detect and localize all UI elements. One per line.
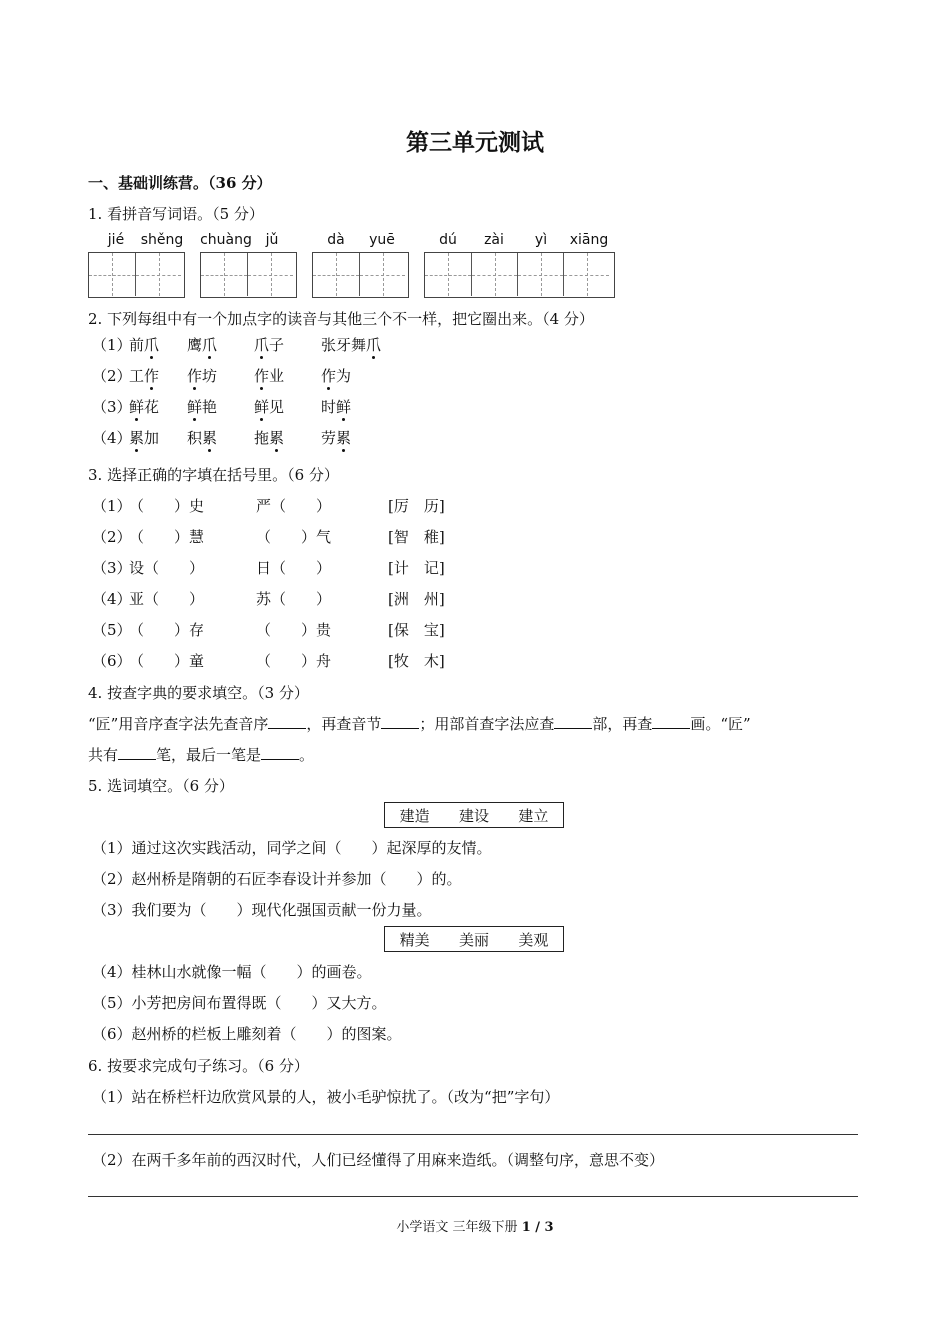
word-option[interactable] bbox=[129, 334, 159, 355]
fill-in-item[interactable]: （ ）慧 bbox=[129, 528, 205, 546]
dotted-char: 累 bbox=[269, 429, 285, 447]
word-option: 建设 bbox=[458, 806, 489, 825]
dotted-char: 鲜 bbox=[336, 398, 352, 416]
footer-text: 小学语文 三年级下册 bbox=[396, 1220, 522, 1235]
item-number: （1） bbox=[92, 336, 132, 354]
fill-in-item[interactable]: （ ）气 bbox=[256, 528, 332, 546]
char-options: [厉 历] bbox=[388, 497, 445, 515]
item-number: （2） bbox=[92, 528, 132, 546]
item-number: （2） bbox=[92, 367, 132, 385]
question-4-label: 4. 按查字典的要求填空。（3 分） bbox=[88, 684, 309, 702]
blank-input[interactable] bbox=[261, 745, 299, 760]
char-options: [智 稚] bbox=[388, 528, 445, 546]
dotted-char: 作 bbox=[144, 367, 160, 385]
word-part: 拖 bbox=[254, 429, 270, 447]
char-options: [保 宝] bbox=[388, 621, 445, 639]
pinyin: chuàng bbox=[200, 232, 252, 248]
dictionary-line-1 bbox=[88, 713, 751, 734]
word-option: 美观 bbox=[518, 930, 549, 949]
word-part: 艳 bbox=[202, 398, 218, 416]
item-number: （4） bbox=[92, 590, 132, 608]
text: 共有 bbox=[88, 746, 119, 764]
pinyin: xiāng bbox=[569, 232, 609, 248]
writing-grid[interactable] bbox=[200, 252, 297, 298]
dotted-char: 累 bbox=[129, 429, 145, 447]
word-part: 花 bbox=[144, 398, 160, 416]
page-footer bbox=[0, 1216, 950, 1235]
sentence-row: （5）小芳把房间布置得既（ ）又大方。 bbox=[92, 994, 387, 1012]
word-part: 劳 bbox=[321, 429, 337, 447]
fill-in-item[interactable]: （ ）存 bbox=[129, 621, 205, 639]
word-option[interactable] bbox=[321, 396, 351, 417]
pinyin: dú bbox=[439, 232, 457, 248]
word-option[interactable] bbox=[129, 365, 159, 386]
question-1-label: 1. 看拼音写词语。（5 分） bbox=[88, 205, 264, 223]
word-option[interactable] bbox=[187, 334, 217, 355]
writing-grid[interactable] bbox=[88, 252, 185, 298]
char-options: [牧 木] bbox=[388, 652, 445, 670]
text: 画。“匠” bbox=[690, 715, 751, 733]
fill-in-item[interactable]: （ ）史 bbox=[129, 497, 205, 515]
fill-in-item[interactable]: 苏（ ） bbox=[256, 590, 332, 608]
sentence-row: （1）通过这次实践活动，同学之间（ ）起深厚的友情。 bbox=[92, 839, 492, 857]
word-part: 坊 bbox=[202, 367, 218, 385]
word-part: 前 bbox=[129, 336, 145, 354]
item-number: （1） bbox=[92, 497, 132, 515]
word-option[interactable] bbox=[129, 427, 159, 448]
dictionary-line-2 bbox=[88, 744, 314, 765]
page-title: 第三单元测试 bbox=[406, 129, 544, 156]
pinyin: jǔ bbox=[265, 232, 279, 248]
text: “匠”用音序查字法先查音序 bbox=[88, 715, 269, 733]
dotted-char: 爪 bbox=[144, 336, 160, 354]
text: ；用部首查字法应查 bbox=[419, 715, 555, 733]
text: 笔，最后一笔是 bbox=[156, 746, 262, 764]
item-number: （5） bbox=[92, 621, 132, 639]
item-number: （4） bbox=[92, 429, 132, 447]
sentence-row: （3）我们要为（ ）现代化强国贡献一份力量。 bbox=[92, 901, 432, 919]
item-number: （3） bbox=[92, 398, 132, 416]
dotted-char: 累 bbox=[336, 429, 352, 447]
item-number: （6） bbox=[92, 652, 132, 670]
word-option[interactable] bbox=[187, 396, 217, 417]
dotted-char: 作 bbox=[187, 367, 203, 385]
dotted-char: 累 bbox=[202, 429, 218, 447]
blank-input[interactable] bbox=[652, 714, 690, 729]
question-6-label: 6. 按要求完成句子练习。（6 分） bbox=[88, 1057, 309, 1075]
word-part: 为 bbox=[336, 367, 352, 385]
dotted-char: 作 bbox=[321, 367, 337, 385]
word-option[interactable] bbox=[321, 427, 351, 448]
blank-input[interactable] bbox=[381, 714, 419, 729]
fill-in-item[interactable]: （ ）童 bbox=[129, 652, 205, 670]
word-part: 时 bbox=[321, 398, 337, 416]
word-option[interactable] bbox=[254, 396, 284, 417]
word-option[interactable] bbox=[254, 365, 284, 386]
word-option: 精美 bbox=[399, 930, 430, 949]
pinyin: yuē bbox=[369, 232, 395, 248]
word-part: 积 bbox=[187, 429, 203, 447]
item-number: （3） bbox=[92, 559, 132, 577]
word-option[interactable] bbox=[254, 427, 284, 448]
word-choice-box bbox=[384, 802, 564, 828]
fill-in-item[interactable]: 亚（ ） bbox=[129, 590, 205, 608]
fill-in-item[interactable]: （ ）舟 bbox=[256, 652, 332, 670]
word-option: 建立 bbox=[518, 806, 549, 825]
dotted-char: 爪 bbox=[366, 336, 382, 354]
blank-input[interactable] bbox=[268, 714, 306, 729]
dotted-char: 鲜 bbox=[187, 398, 203, 416]
word-option[interactable] bbox=[187, 365, 217, 386]
answer-line[interactable] bbox=[88, 1196, 858, 1197]
pinyin: shěng bbox=[140, 232, 184, 248]
pinyin: zài bbox=[484, 232, 504, 248]
word-part: 张牙舞 bbox=[321, 336, 367, 354]
page-number: 1 / 3 bbox=[521, 1220, 554, 1235]
pinyin: yì bbox=[534, 232, 548, 248]
word-option[interactable] bbox=[321, 334, 381, 355]
char-options: [计 记] bbox=[388, 559, 445, 577]
dotted-char: 鲜 bbox=[254, 398, 270, 416]
dotted-char: 鲜 bbox=[129, 398, 145, 416]
word-option: 建造 bbox=[399, 806, 430, 825]
word-part: 子 bbox=[269, 336, 285, 354]
blank-input[interactable] bbox=[118, 745, 156, 760]
writing-grid[interactable] bbox=[312, 252, 409, 298]
fill-in-item[interactable]: 日（ ） bbox=[256, 559, 332, 577]
text: 。 bbox=[299, 746, 315, 764]
dotted-char: 爪 bbox=[254, 336, 270, 354]
question-3-label: 3. 选择正确的字填在括号里。（6 分） bbox=[88, 466, 339, 484]
dotted-char: 作 bbox=[254, 367, 270, 385]
dotted-char: 爪 bbox=[202, 336, 218, 354]
char-options: [洲 州] bbox=[388, 590, 445, 608]
text: 部，再查 bbox=[592, 715, 653, 733]
sentence-row: （6）赵州桥的栏板上雕刻着（ ）的图案。 bbox=[92, 1025, 402, 1043]
question-5-label: 5. 选词填空。（6 分） bbox=[88, 777, 234, 795]
section-heading: 一、基础训练营。（36 分） bbox=[88, 174, 272, 192]
sentence-task: （1）站在桥栏杆边欣赏风景的人，被小毛驴惊扰了。（改为“把”字句） bbox=[92, 1088, 560, 1106]
sentence-row: （2）赵州桥是隋朝的石匠李春设计并参加（ ）的。 bbox=[92, 870, 462, 888]
text: ，再查音节 bbox=[306, 715, 382, 733]
word-option[interactable] bbox=[321, 365, 351, 386]
sentence-task: （2）在两千多年前的西汉时代，人们已经懂得了用麻来造纸。（调整句序，意思不变） bbox=[92, 1151, 665, 1169]
fill-in-item[interactable]: （ ）贵 bbox=[256, 621, 332, 639]
word-part: 业 bbox=[269, 367, 285, 385]
word-part: 工 bbox=[129, 367, 145, 385]
question-2-label: 2. 下列每组中有一个加点字的读音与其他三个不一样，把它圈出来。（4 分） bbox=[88, 310, 594, 328]
word-part: 加 bbox=[144, 429, 160, 447]
fill-in-item[interactable]: 严（ ） bbox=[256, 497, 332, 515]
blank-input[interactable] bbox=[554, 714, 592, 729]
answer-line[interactable] bbox=[88, 1134, 858, 1135]
word-option[interactable] bbox=[254, 334, 284, 355]
word-part: 见 bbox=[269, 398, 285, 416]
word-option[interactable] bbox=[187, 427, 217, 448]
writing-grid[interactable] bbox=[424, 252, 615, 298]
pinyin: dà bbox=[327, 232, 345, 248]
word-part: 鹰 bbox=[187, 336, 203, 354]
pinyin: jié bbox=[107, 232, 125, 248]
word-option[interactable] bbox=[129, 396, 159, 417]
sentence-row: （4）桂林山水就像一幅（ ）的画卷。 bbox=[92, 963, 372, 981]
word-choice-box bbox=[384, 926, 564, 952]
fill-in-item[interactable]: 设（ ） bbox=[129, 559, 205, 577]
word-option: 美丽 bbox=[458, 930, 489, 949]
